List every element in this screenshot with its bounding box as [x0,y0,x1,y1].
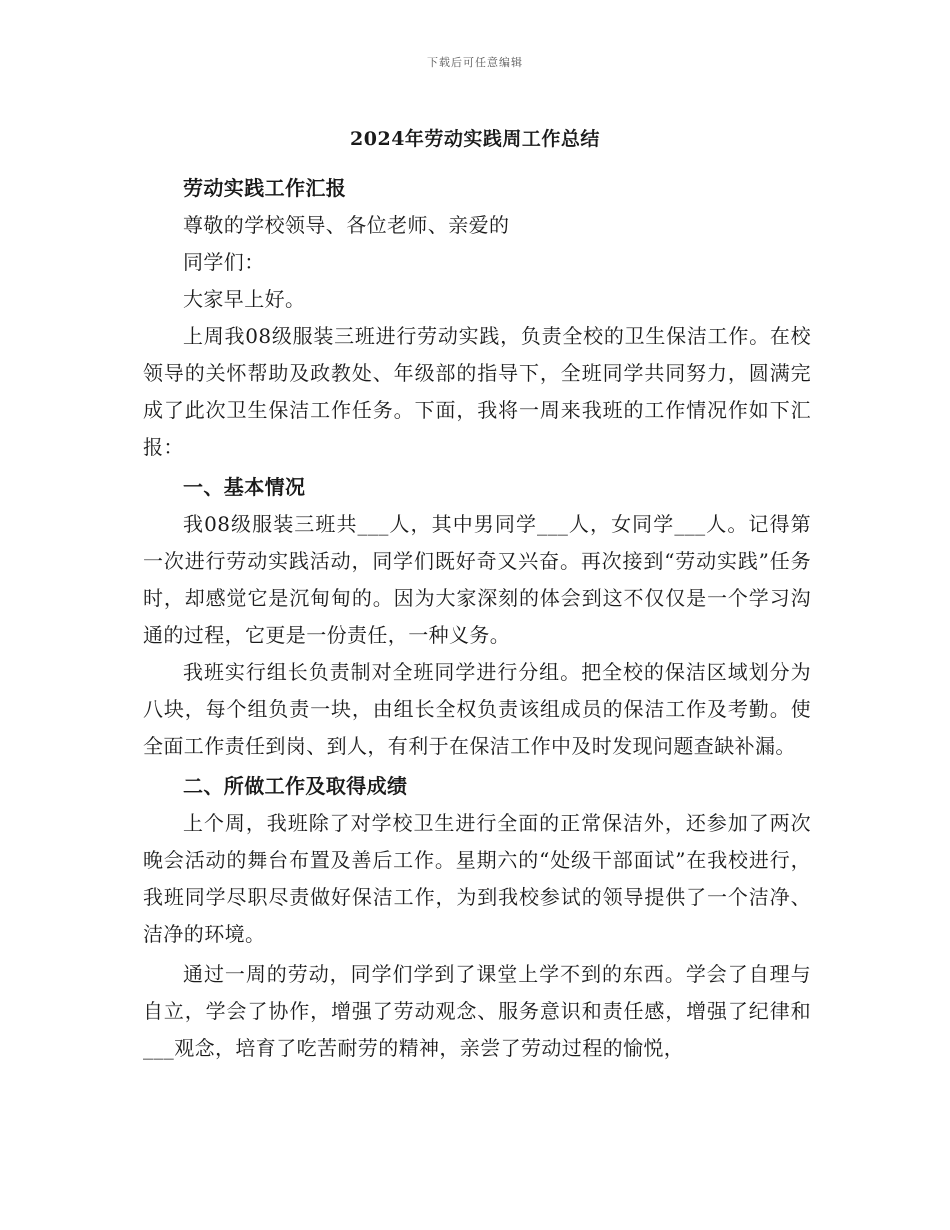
document-title: 2024年劳动实践周工作总结 [350,128,600,150]
document-body [143,170,811,1067]
heading-basic-situation: 一、基本情况 [183,475,306,499]
greeting-line: 尊敬的学校领导、各位老师、亲爱的 [183,213,510,237]
intro-paragraph: 上周我08级服装三班进行劳动实践，负责全校的卫生保洁工作。在校领导的关怀帮助及政教处、年级部的指导下，全班同学共同努力，圆满完成了此次卫生保洁工作任务。下面，我将一周来我班的工作情况作如下汇报： [143,324,811,459]
greeting-line: 大家早上好。 [183,287,306,311]
paragraph: 我08级服装三班共___人，其中男同学___人，女同学___人。记得第一次进行劳动实践活动，同学们既好奇又兴奋。再次接到“劳动实践”任务时，却感觉它是沉甸甸的。因为大家深刻的体会到这不仅仅是一个学习沟通的过程，它更是一份责任，一种义务。 [143,512,811,647]
greeting-line: 同学们： [183,250,265,274]
paragraph: 通过一周的劳动，同学们学到了课堂上学不到的东西。学会了自理与自立，学会了协作，增强了劳动观念、服务意识和责任感，增强了纪律和___观念，培育了吃苦耐劳的精神，亲尝了劳动过程的愉悦， [143,962,811,1060]
paragraph: 上个周，我班除了对学校卫生进行全面的正常保洁外，还参加了两次晚会活动的舞台布置及善后工作。星期六的“处级干部面试”在我校进行，我班同学尽职尽责做好保洁工作，为到我校参试的领导提供了一个洁净、洁净的环境。 [143,811,811,946]
section-title: 劳动实践工作汇报 [183,176,347,200]
header-note: 下载后可任意编辑 [427,56,523,69]
paragraph: 我班实行组长负责制对全班同学进行分组。把全校的保洁区域划分为八块，每个组负责一块，由组长全权负责该组成员的保洁工作及考勤。使全面工作责任到岗、到人，有利于在保洁工作中及时发现问题查缺补漏。 [143,660,811,758]
heading-work-achievements: 二、所做工作及取得成绩 [183,774,408,798]
